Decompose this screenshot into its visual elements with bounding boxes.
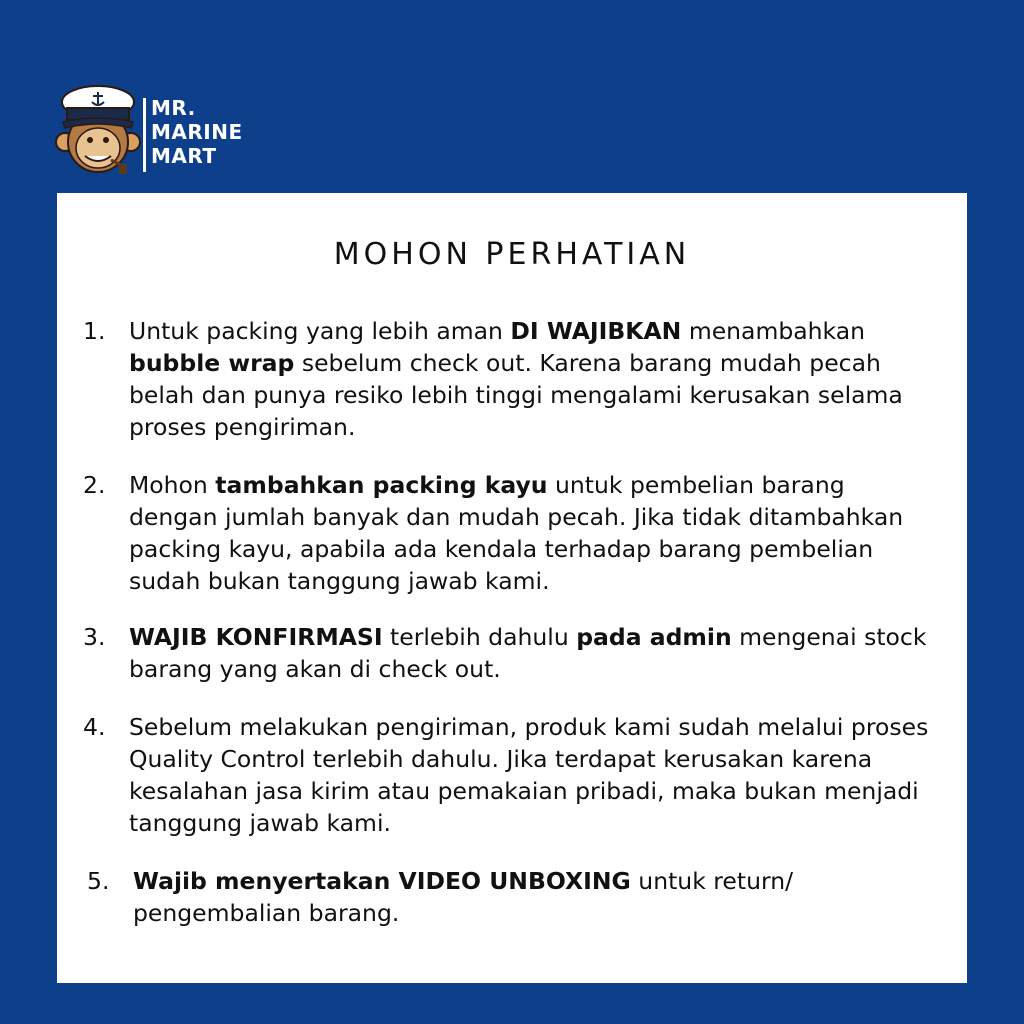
- item-number: 4.: [83, 713, 106, 741]
- text-segment: menambahkan: [681, 317, 866, 345]
- brand-line-2: MARINE: [151, 120, 243, 144]
- text-segment: Sebelum melakukan pengiriman, produk kami sudah melalui proses Quality Control terlebih dahulu. Jika terdapat kerusakan karena kesalahan jasa kirim atau pemakaian pribadi, maka bukan menjadi tanggung jawab kami.: [129, 713, 929, 837]
- item-text: [129, 469, 929, 597]
- notice-panel: [57, 193, 967, 983]
- text-segment: Mohon: [129, 471, 216, 499]
- logo-divider: [143, 98, 146, 172]
- emphasis-text: DI WAJIBKAN: [510, 317, 682, 345]
- item-number: 2.: [83, 471, 106, 499]
- brand-logo: [55, 80, 255, 180]
- text-segment: untuk pembelian barang dengan jumlah banyak dan mudah pecah. Jika tidak ditambahkan packing kayu, apabila ada kendala terhadap barang pembelian sudah bukan tanggung jawab kami.: [129, 471, 904, 595]
- emphasis-text: bubble wrap: [129, 349, 295, 377]
- emphasis-text: Wajib menyertakan VIDEO UNBOXING: [133, 867, 631, 895]
- sailor-monkey-icon: [55, 80, 141, 180]
- item-number: 3.: [83, 623, 106, 651]
- item-text: [133, 865, 933, 929]
- item-text: [129, 315, 929, 443]
- text-segment: sebelum check out. Karena barang mudah pecah belah dan punya resiko lebih tinggi mengalami kerusakan selama proses pengiriman.: [129, 349, 903, 441]
- emphasis-text: tambahkan packing kayu: [215, 471, 548, 499]
- item-number: 5.: [87, 867, 110, 895]
- text-segment: Untuk packing yang lebih aman: [129, 317, 511, 345]
- brand-line-3: MART: [151, 144, 217, 168]
- text-segment: terlebih dahulu: [382, 623, 577, 651]
- emphasis-text: WAJIB KONFIRMASI: [129, 623, 383, 651]
- item-text: [129, 711, 929, 839]
- text-segment: untuk return/ pengembalian barang.: [133, 867, 794, 927]
- brand-name: [151, 96, 243, 168]
- item-number: 1.: [83, 317, 106, 345]
- notice-title: MOHON PERHATIAN: [333, 237, 691, 272]
- emphasis-text: pada admin: [576, 623, 732, 651]
- item-text: [129, 621, 929, 685]
- brand-line-1: MR.: [151, 96, 196, 120]
- text-segment: mengenai stock barang yang akan di check out.: [129, 623, 927, 683]
